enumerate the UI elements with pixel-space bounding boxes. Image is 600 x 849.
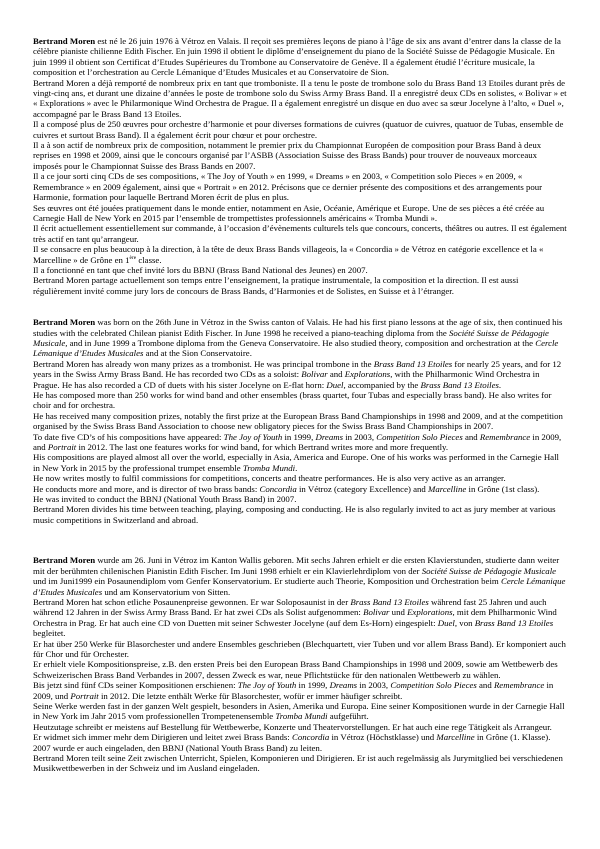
text-run: in Grône (1st class). (466, 483, 540, 494)
paragraph (33, 275, 567, 296)
paragraph (33, 171, 567, 202)
text-run: Bertrand Moren (33, 317, 96, 328)
paragraph (33, 119, 567, 140)
text-run: and in June 1999 a Trombone diploma from the Geneva Conservatoire. He also studied theory, composition and orchestration at the (67, 337, 536, 348)
text-run: , mit dem Philharmonic Wind Orchestra in Prag. Er hat auch eine CD von Duetten mit seiner Schwester Jocelyne (auf dem Es-Horn) eingespielt: (33, 607, 557, 628)
paragraph (33, 390, 567, 411)
text-run: Explorations (407, 607, 453, 618)
text-run: The Joy of Youth (223, 431, 283, 442)
text-run: To date five CD’s of his compositions have appeared: (33, 431, 224, 442)
paragraph (33, 555, 567, 597)
paragraph (33, 504, 567, 525)
text-run: Il a composé plus de 250 œuvres pour orchestre d’harmonie et pour diverses formations de cuivres (quatuor de cuivres, quatuor de Tubas, ensemble de cuivres et surtout Brass Band). Il a également écrit pour chœur et pour orchestre. (33, 119, 564, 140)
text-run: Competition Solo Pieces (376, 431, 463, 442)
text-run: He has composed more than 250 works for wind band and other ensembles (brass quartet, four Tubas and especially brass band). He also writes for choir and for orchestra. (33, 390, 552, 411)
text-run: Brass Band 13 Etoiles (373, 358, 453, 369)
text-run: for nearly 25 years, and for 12 years in the Swiss Army Brass Band. He has recorded two CDs as a soloist: (33, 358, 562, 380)
text-run: Il a fonctionné en tant que chef invité lors du BBNJ (Brass Band National des Jeunes) en 2007. (33, 264, 368, 275)
text-run: Concordia (259, 483, 297, 494)
paragraph (33, 701, 567, 722)
paragraph (33, 359, 567, 390)
text-run: and (462, 431, 480, 442)
text-run: and (476, 680, 494, 691)
text-run: Il se consacre en plus beaucoup à la direction, à la tête de deux Brass Bands villageois, la « Concordia » de Vétroz en catégorie excellence et la « Marcelline » de Grône en 1 (33, 244, 544, 265)
text-run: in 2009, und (33, 680, 554, 701)
text-run: Concordia (291, 732, 330, 743)
text-run: classe. (136, 254, 162, 265)
paragraph (33, 452, 567, 473)
paragraph (33, 494, 567, 504)
text-run: wurde am 26. Juni in Vétroz im Kanton Wallis geboren. Mit sechs Jahren erhielt er die ersten Klavierstunden, studierte dann weiter mit der berühmten chilenischen Pianistin Edith Fischer. Im Juni 1998 erhielt er ein Klavierlehrdiplom von der (33, 555, 560, 576)
text-run: in Vétroz (Höchstklasse) und (329, 732, 437, 743)
text-run: begleitet. (33, 628, 66, 639)
text-run: . (295, 462, 298, 473)
paragraph (33, 78, 567, 120)
paragraph (33, 743, 567, 753)
text-run: Société Suisse de Pédagogie Musicale (421, 565, 557, 576)
text-run: He conducts more and more, and is director of two brass bands: (33, 483, 260, 494)
text-run: Bolivar (363, 607, 390, 618)
text-run: Duel (437, 617, 455, 628)
text-run: Brass Band 13 Etoiles (350, 596, 429, 607)
text-run: Dreams (315, 431, 344, 442)
text-run: und im Juni1999 ein Posaunendiplom vom Genfer Konservatorium. Er studierte auch Theorie, Komposition und Orchestration beim (33, 576, 501, 587)
paragraph (33, 203, 567, 224)
text-run: Tromba Mundi (275, 711, 328, 722)
text-run: , accompanied by the (343, 379, 421, 390)
text-run: in 2003, (343, 431, 377, 442)
text-run: was born on the 26th June in Vétroz in the Swiss canton of Valais. He had his first piano lessons at the age of six, then continued his studies with the celebrated Chilean pianist Edith Fischer. In June 1998 he received a piano-teaching diploma from the (33, 317, 563, 338)
paragraph (33, 432, 567, 453)
text-run: Heutzutage schreibt er meistens auf Bestellung für Wettbewerbe, Konzerte und Theatervorstellungen. Er hat auch eine rege Tätigkeit als Arrangeur. (33, 721, 552, 732)
text-run: 2007 wurde er auch eingeladen, den BBNJ (National Youth Brass Band) zu leiten. (33, 742, 323, 753)
text-run: ère (129, 254, 137, 261)
text-run: Cercle Lémanique d’Etudes Musicales (33, 576, 566, 597)
text-run: in 2012. Die letzte enthält Werke für Blasorchester, wofür er immer häufiger schreibt. (98, 690, 403, 701)
text-run: Duel (326, 379, 344, 390)
text-run: Société Suisse de Pédagogie Musicale, (33, 327, 549, 348)
text-run: und am Konservatorium von Sitten. (102, 586, 231, 597)
text-run: Remembrance (479, 431, 531, 442)
text-run: aufgeführt. (327, 711, 369, 722)
text-run: Marcelline (428, 483, 467, 494)
text-run: Remembrance (493, 680, 545, 691)
text-run: Bertrand Moren teilt seine Zeit zwischen Unterricht, Spielen, Komponieren und Dirigieren. Er ist auch regelmässig als Jurymitglied bei verschiedenen Musikwettbewerben in der Schweiz und im Ausland eingeladen. (33, 753, 563, 774)
text-run: Er hat über 250 Werke für Blasorchester und andere Ensembles geschrieben (Blechquartett, vier Tuben und vor allem Brass Band). Er komponiert auch für Chor und für Orchester. (33, 638, 566, 659)
paragraph (33, 680, 567, 701)
bio-section-german (33, 555, 567, 774)
text-run: Competition Solo Pieces (390, 680, 477, 691)
text-run: in 1999, (282, 431, 316, 442)
paragraph (33, 411, 567, 432)
text-run: Il a ce jour sorti cinq CDs de ses compositions, « The Joy of Youth » en 1999, « Dreams » en 2003, « Competition solo Pieces » en 2009, « Remembrance » en 2009 également, ainsi que « Portrait » en 2012. Précisons que ce dernier présente des compositions et des arrangements pour Harmonie, formation pour laquelle Bertrand Moren écrit de plus en plus. (33, 171, 543, 203)
text-run: in 2012. The last one features works for wind band, for which Bertrand writes more and more frequently. (76, 442, 449, 453)
text-run: Cercle Lémanique d’Etudes Musicales (33, 337, 559, 359)
text-run: in 1999, (296, 680, 330, 691)
text-run: in 2003, (357, 680, 391, 691)
text-run: Bertrand Moren hat schon etliche Posaunenpreise gewonnen. Er war Soloposaunist in der (33, 596, 351, 607)
text-run: , with the Philharmonic Wind Orchestra in Prague. He has also recorded a CD of duets with his sister Jocelyne on E-flat horn: (33, 369, 540, 390)
text-run: Explorations (344, 369, 391, 380)
paragraph (33, 639, 567, 660)
text-run: Bis jetzt sind fünf CDs seiner Kompositionen erschienen: (33, 680, 238, 691)
paragraph (33, 36, 567, 78)
text-run: est né le 26 juin 1976 à Vétroz en Valais. Il reçoit ses premières leçons de piano à l’âge de six ans avant d’entrer dans la classe de la célèbre pianiste chilienne Edith Fischer. En juin 1998 il obtient le diplôme d’enseignement du piano de la Société Suisse de Pédagogie Musicale. En juin 1999 il obtient son Certificat d’Etudes Supérieures du Trombone au Conservatoire de Genève. Il a également étudié l’écriture musicale, la composition et l’orchestration au Cercle Lémanique d’Etudes Musicales et au Conservatoire de Sion. (33, 36, 561, 78)
text-run: Bertrand Moren (33, 555, 96, 566)
text-run: Er erhielt viele Kompositionspreise, z.B. den ersten Preis bei den European Brass Band Championships in 1998 und 2009, sowie am Wettbewerb des Schweizerischen Brass Band Verbandes in 2007, dessen Zweck es war, neue Pflichtstücke für den nationalen Wettbewerb zu wählen. (33, 659, 558, 680)
text-run: Er widmet sich immer mehr dem Dirigieren und leitet zwei Brass Bands: (33, 732, 292, 743)
text-run: The Joy of Youth (237, 680, 297, 691)
text-run: Bertrand Moren divides his time between teaching, playing, composing and conducting. He is also regularly invited to act as jury member at various music competitions in Switzerland and abroad. (33, 504, 556, 525)
text-run: Bolivar (301, 369, 328, 380)
paragraph (33, 265, 567, 275)
paragraph (33, 140, 567, 171)
paragraph (33, 244, 567, 265)
bio-section-french (33, 36, 567, 296)
text-run: Marcelline (436, 732, 475, 743)
paragraph (33, 732, 567, 742)
text-run: Portrait (70, 690, 99, 701)
text-run: Ses œuvres ont été jouées pratiquement dans le monde entier, notamment en Asie, Océanie, Amérique et Europe. Une de ses pièces a été créée au Carnegie Hall de New York en 2015 par l’ensemble de trompettistes professionnels américains « Tromba Mundi ». (33, 202, 545, 223)
text-run: Tromba Mundi (242, 462, 296, 473)
text-run: . (498, 379, 502, 390)
text-run: Dreams (329, 680, 358, 691)
paragraph (33, 753, 567, 774)
text-run: in Grône (1. Klasse). (474, 732, 551, 743)
text-run: and (327, 369, 345, 380)
text-run: Bertrand Moren a déjà remporté de nombreux prix en tant que tromboniste. Il a tenu le poste de trombone solo du Brass Band 13 Etoiles durant près de vingt-cinq ans, et durant une dizaine d’années le poste de trombone solo du Swiss Army Brass Band. Il a enregistré deux CDs en solistes, « Bolivar » et « Explorations » avec le Philarmonique Wind Orchestra de Prague. Il a également enregistré un disque en duo avec sa sœur Jocelyne à l’alto, « Duel », accompagné par le Brass Band 13 Etoiles. (33, 77, 567, 119)
paragraph (33, 659, 567, 680)
paragraph (33, 484, 567, 494)
text-run: Il a à son actif de nombreux prix de composition, notamment le premier prix du Championnat Européen de composition pour Brass Band à deux reprises en 1998 et 2009, ainsi que le concours organisé par l’ASBB (Association Suisse des Brass Bands) pour trouver de nouveaux morceaux imposés pour le Championnat Suisse des Brass Bands en 2007. (33, 140, 542, 171)
text-run: und (389, 607, 408, 618)
text-run: His compositions are played almost all over the world, especially in Asia, America and Europe. One of his works was performed in the Carnegie Hall in New York in 2015 by the professional trumpet ensemble (33, 452, 559, 473)
text-run: Bertrand Moren has already won many prizes as a trombonist. He was principal trombone in the (33, 358, 374, 369)
text-run: Bertrand Moren (33, 36, 96, 46)
paragraph (33, 722, 567, 732)
text-run: in Vétroz (category Excellence) and (296, 483, 429, 494)
text-run: Brass Band 13 Etoiles (420, 379, 499, 390)
text-run: Portrait (47, 442, 77, 453)
text-run: , von (454, 617, 475, 628)
text-run: Brass Band 13 Etoiles (474, 617, 554, 628)
paragraph (33, 223, 567, 244)
text-run: Il écrit actuellement essentiellement sur commande, à l’occasion d’évènements culturels tels que concours, concerts, théâtres ou autres. Il est également très actif en tant qu’arrangeur. (33, 223, 567, 244)
text-run: He has received many composition prizes, notably the first prize at the European Brass Band Championships in 1998 and 2009, and at the competition organised by the Swiss Brass Band Association to choose new obligatory pieces for the Swiss Brass Band Championships in 2007. (33, 410, 563, 432)
text-run: während fast 25 Jahren und auch während 12 Jahren in der Swiss Army Brass Band. Er hat zwei CDs als Solist aufgenommen: (33, 596, 547, 618)
text-run: and at the Sion Conservatoire. (143, 348, 252, 359)
text-run: in 2009, and (33, 431, 562, 453)
bio-section-english (33, 317, 567, 525)
text-run: He was invited to conduct the BBNJ (National Youth Brass Band) in 2007. (33, 494, 297, 505)
text-run: He now writes mostly to fulfil commissions for competitions, concerts and theatre performances. He is also very active as an arranger. (33, 473, 506, 484)
text-run: Bertrand Moren partage actuellement son temps entre l’enseignement, la pratique instrumentale, la composition et la direction. Il est aussi régulièrement invité comme jury lors de concours de Brass Bands, d’Harmonies et de Solistes, en Suisse et à l’étranger. (33, 275, 519, 296)
paragraph (33, 473, 567, 483)
paragraph (33, 597, 567, 639)
paragraph (33, 317, 567, 359)
text-run: Seine Werke werden fast in der ganzen Welt gespielt, besonders in Asien, Amerika und Europa. Eine seiner Kompositionen wurde in der Carnegie Hall in New York im Jahr 2015 vom professionellen Trompetenensemble (33, 700, 565, 722)
